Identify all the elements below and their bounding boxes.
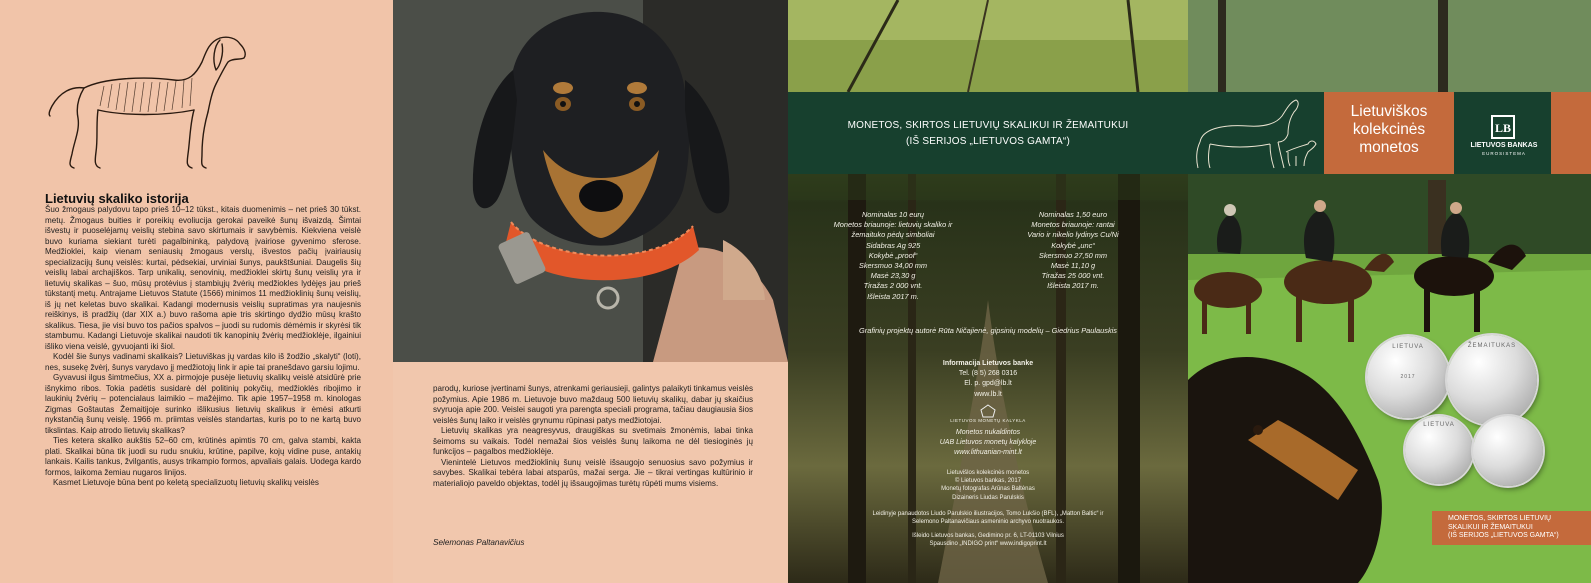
history-text [45,205,361,489]
spec-line: Skersmuo 27,50 mm [1038,250,1108,260]
mint-line: www.lithuanian-mint.lt [954,449,1022,457]
credits-line: Selemono Paltanavičiaus asmeninio archyvo nuotraukos. [911,519,1065,526]
credits-line: Leidinyje panaudotos Liudo Parulskio iliustracijos, Tomo Lukšio (BFL), „Matton Baltic“ ir [872,511,1104,517]
info-line: Informacija Lietuvos banke [942,360,1034,367]
mint-info [848,428,1128,459]
hound-photo-image [393,0,788,362]
coin1-specs [798,210,988,302]
print-info [848,532,1128,548]
paragraph: Ties ketera skaliko aukštis 52–60 cm, krūtinės apimtis 70 cm, galva stambi, kakta plati. Skalikai būna tik juodi su rudu snukiu, krūtine, papilve, kojų vidine puse, antakių lankais. Kailis tankus, žvilgantis, ausys trikampio formos, apvaliais galais. Uodega kardo formos, laikoma žemiau nugaros linijos. [45,436,361,477]
mint-label: LIETUVOS MONETŲ KALYKLA [950,418,1026,423]
bank-logo-icon [1488,114,1518,140]
coin-lietuva-obverse [1367,336,1449,418]
bank-logo-text [1463,142,1545,158]
spec-line: Skersmuo 34,00 mm [858,261,928,271]
banner-title: MONETOS, SKIRTOS LIETUVIŲ SKALIKUI IR ŽEMAITUKUI [847,120,1129,131]
mint-emblem-icon [979,404,997,418]
collection-title-box [1324,92,1454,174]
bank-monogram: LB [1494,121,1512,135]
banner-subtitle: (IŠ SERIJOS „LIETUVOS GAMTA“) [906,136,1070,147]
coin-small-lietuva [1405,416,1473,484]
history-continued-text [433,384,753,489]
paragraph: Kodėl šie šunys vadinami skalikais? Lietuviškas jų vardas kilo iš žodžio „skalyti“ (loti), nes, susekę žvėrį, šunys varydavo jį medžiotojų link ir apie tai pranešdavo garsiu lojimu. [45,352,361,372]
coin-inscription: LIETUVA [1423,422,1455,428]
bank-sub: EUROSISTEMA [1482,151,1526,156]
caption-line: (IŠ SERIJOS „LIETUVOS GAMTA“) [1448,532,1559,539]
coin-inscription: LIETUVA [1392,344,1424,350]
spec-line: Tiražas 2 000 vnt. [863,281,923,291]
coin-series-banner [788,92,1188,174]
coin-inscription: ŽEMAITUKAS [1467,343,1517,349]
booklet-info [848,469,1128,502]
paragraph: Vienintelė Lietuvos medžioklinių šunų veislė išsaugojo senuosius savo požymius ir savybes. Skalikai tebėra labai atsparūs, mažai serga. Jie – tikrai vertingas kultūrinio ir materialiojo paveldo objektas, todėl jų išsaugojimas turėtų rūpėti mums visiems. [433,457,753,488]
paragraph: Lietuvių skalikas yra neagresyvus, draugiškas su svetimais žmonėmis, labai tinka šeimoms su vaikais. Todėl nemažai šios veislės šunų laikoma ne dėl tiesioginės jų funkcijos – pagalbos medžioklėje. [433,426,753,456]
caption-line: MONETOS, SKIRTOS LIETUVIŲ [1448,515,1552,522]
info-line: El. p. gpd@lb.lt [964,380,1012,388]
spec-line: Kokybė „proof“ [868,250,918,260]
cover-page [1188,0,1591,583]
spec-line: Sidabras Ag 925 [865,240,921,250]
coin-small-horse [1473,416,1543,486]
collection-title-line: monetos [1359,139,1419,156]
coin-zemaitukas-reverse [1447,335,1537,425]
print-line: Spausdino „INDIGO print“ www.indigoprint.lt [929,541,1047,548]
paragraph: Šuo žmogaus palydovu tapo prieš 10–12 tūkst., kitais duomenimis – net prieš 30 tūkst. metų. Žmogaus buities ir poreikių evoliucija gerokai paveikė šunų išvaizdą. Šimtai išvestų ir puoselėjamų veislių stebina savo skirtumais ir savybėmis. Kiekviena veislė buvo kuriama siekiant turėti pagalbininką, palydovą įvairiose gyvenimo sferose. Medžioklei, kaip vienam seniausių žmogaus verslų, išvestos pačių įvairiausių specializacijų šunų veislės: kurtai, pėdsekiai, urviniai šunys, paukštšuniai. Daugelis šių veislių labai archajiškos. Tarp unikalių, senovinių, medžioklei skirtų šunų veislių yra ir lietuvių skalikas – šuo, mūsų protėvius į stambiųjų žvėrių medžiokles lydėjęs jau prieš tūkstantį metų. Antrajame Lietuvos Statute (1566) minimos 11 medžioklinių šunų veislių, iš jų net keletas buvo skalikai. Kadangi modernusis veislių supratimas yra naujesnis reiškinys, iš pradžių (dar XIX a.) buvo rašoma apie tris skirtingo dydžio mūsų krašto skalikus. Tiesa, jie visi buvo tos pačios spalvos – juodi su rudomis dėmėmis ir skyrėsi tik stambumu. Kadangi Lietuvoje skalikai naudoti tik kanopinių žvėrių medžioklėje, ilgainiui išliko viena veislė, gyvuojanti iki šiol. [45,205,361,351]
booklet-line: © Lietuvos bankas, 2017 [954,478,1022,485]
accent-strip [1551,92,1591,174]
horse-and-hound-sketch [1190,94,1320,172]
spec-line: Nominalas 1,50 euro [1038,210,1108,219]
spec-line: Monetos briaunoje: rantai [1031,220,1115,230]
collection-title-line: kolekcinės [1352,121,1426,138]
spec-line: Nominalas 10 eurų [861,210,925,219]
history-heading: Lietuvių skaliko istorija [45,191,189,206]
designer-credit: Grafinių projektų autorė Rūta Ničajienė, gipsinių modelių – Giedrius Paulauskis [859,326,1117,335]
spec-line: Monetos briaunoje: lietuvių skaliko ir [833,220,953,230]
spec-line: Vario ir nikelio lydinys Cu/Ni [1027,230,1119,240]
bank-contact-info [848,359,1128,400]
coin2-specs [978,210,1168,292]
paragraph: parodų, kuriose įvertinami šunys, atrenkami geriausieji, galintys palaikyti tinkamus veislės požymius. Apie 1986 m. Lietuvoje buvo maždaug 500 lietuvių skalikų, dabar jų skaičius svyruoja apie 200. Veislei saugoti yra parengta speciali programa, tačiau daugiausia šios veislės šunų laiko ir veislės grynumu rūpinasi patys medžiotojai. [433,384,753,425]
print-line: Išleido Lietuvos bankas, Gedimino pr. 6, LT-01103 Vilnius [912,533,1064,539]
spec-line: Kokybė „unc“ [1051,240,1095,250]
spec-line: Išleista 2017 m. [867,291,919,301]
info-line: Tel. (8 5) 268 0316 [958,370,1018,378]
spec-line: Tiražas 25 000 vnt. [1041,271,1105,281]
photo-credits [828,510,1148,526]
spec-line: Masė 11,10 g [1050,261,1096,271]
caption-line: SKALIKUI IR ŽEMAITUKUI [1448,523,1533,531]
mint-line: UAB Lietuvos monetų kalykloje [939,439,1037,447]
spec-line: Masė 23,30 g [870,271,916,281]
spec-line: Išleista 2017 m. [1047,281,1099,291]
hound-portrait-photo [393,0,788,362]
hound-sketch-illustration [44,26,249,176]
booklet-line: Monetų fotografas Arūnas Baltėnas [941,486,1035,493]
coin-specs-page [788,0,1188,583]
paragraph: Kasmet Lietuvoje būna bent po keletą specializuotų lietuvių skalikų veislės [53,478,319,487]
booklet-line: Lietuvišlos kolekcinės monetos [946,470,1030,476]
riders-park-photo [1188,0,1591,583]
paragraph: Gyvavusi ilgus šimtmečius, XX a. pirmojoje pusėje lietuvių skalikų veislė atsidūrė prie išnykimo ribos. Tokia padėtis susidarė dėl politinių pokyčių, medžioklės ribojimo ir laukinių žvėrių – potencialaus laimikio – mažėjimo. Tik apie 1957–1958 m. kinologas Zigmas Goštautas Žemaitijoje surinko išlikusius lietuvių skalikus ir ėmėsi atkurti nykstančią šunų veislę. 1966 m. priimtas veislės standartas, kuris po to ne kartą buvo tikslintas. Kaip atrodo lietuvių skalikas? [45,373,361,435]
history-page [0,0,393,583]
booklet-line: Dizaineris Liudas Parulskis [952,494,1024,501]
collection-title-line: Lietuviškos [1350,103,1428,120]
caption-box [1432,511,1591,545]
bank-name: LIETUVOS BANKAS [1470,142,1538,149]
spec-line: žemaituko pėdų simboliai [851,230,935,240]
author-signature: Selemonas Paltanavičius [433,538,525,547]
mint-line: Monetos nukaldintos [955,429,1021,436]
coin-year: 2017 [1400,374,1416,380]
info-line: www.lb.lt [974,390,1002,398]
dog-photo-page [393,0,788,583]
